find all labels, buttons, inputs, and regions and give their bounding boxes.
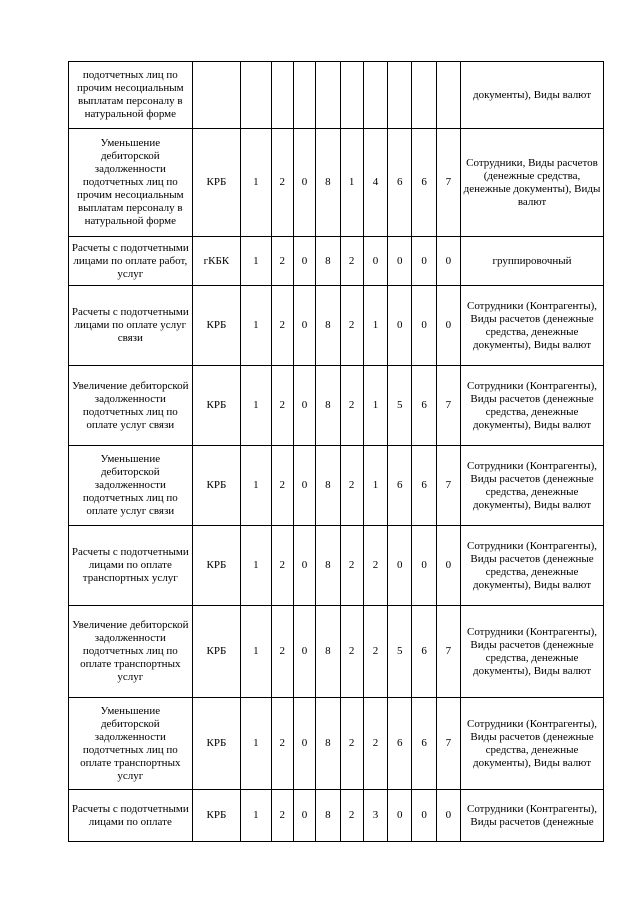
table-row [69, 62, 604, 129]
account-digit-cell: 1 [241, 446, 271, 526]
account-digit-cell: 5 [388, 366, 412, 446]
analytics-cell: Сотрудники (Контрагенты), Виды расчетов (денежные средства, денежные документы), Виды валют [461, 446, 604, 526]
account-digit-cell: 2 [271, 790, 293, 842]
account-digit-cell [436, 62, 460, 129]
account-digit-cell: 8 [316, 606, 340, 698]
account-digit-cell: 6 [412, 698, 436, 790]
account-digit-cell: 8 [316, 526, 340, 606]
account-digit-cell: 2 [340, 526, 363, 606]
account-digit-cell: 1 [241, 129, 271, 237]
account-name-cell: Уменьшение дебиторской задолженности подотчетных лиц по оплате услуг связи [69, 446, 193, 526]
account-digit-cell: 0 [412, 526, 436, 606]
account-digit-cell: 2 [340, 698, 363, 790]
account-name-cell: Расчеты с подотчетными лицами по оплате [69, 790, 193, 842]
table-row [69, 286, 604, 366]
account-digit-cell: 8 [316, 286, 340, 366]
account-digit-cell: 6 [412, 366, 436, 446]
account-digit-cell: 0 [293, 790, 315, 842]
account-digit-cell: 3 [363, 790, 387, 842]
account-digit-cell: 0 [412, 237, 436, 286]
table-row [69, 366, 604, 446]
analytics-cell: группировочный [461, 237, 604, 286]
account-digit-cell: 1 [241, 606, 271, 698]
account-digit-cell: 2 [340, 446, 363, 526]
account-digit-cell: 1 [241, 366, 271, 446]
account-digit-cell: 0 [293, 237, 315, 286]
account-name-cell: подотчетных лиц по прочим несоциальным выплатам персоналу в натуральной форме [69, 62, 193, 129]
account-digit-cell: 6 [412, 606, 436, 698]
table-row [69, 698, 604, 790]
account-digit-cell: 2 [271, 129, 293, 237]
account-digit-cell: 0 [293, 606, 315, 698]
account-digit-cell [271, 62, 293, 129]
account-digit-cell: 5 [388, 606, 412, 698]
account-digit-cell: 7 [436, 606, 460, 698]
analytics-cell: документы), Виды валют [461, 62, 604, 129]
table-row [69, 790, 604, 842]
account-type-cell [192, 62, 241, 129]
account-digit-cell: 6 [412, 129, 436, 237]
account-type-cell: КРБ [192, 286, 241, 366]
account-digit-cell: 8 [316, 129, 340, 237]
account-digit-cell: 2 [340, 286, 363, 366]
account-type-cell: КРБ [192, 606, 241, 698]
account-digit-cell: 0 [293, 526, 315, 606]
account-digit-cell: 2 [363, 606, 387, 698]
table-row [69, 129, 604, 237]
account-digit-cell: 0 [388, 237, 412, 286]
analytics-cell: Сотрудники (Контрагенты), Виды расчетов (денежные средства, денежные документы), Виды валют [461, 526, 604, 606]
account-name-cell: Уменьшение дебиторской задолженности подотчетных лиц по прочим несоциальным выплатам персоналу в натуральной форме [69, 129, 193, 237]
account-type-cell: КРБ [192, 446, 241, 526]
account-digit-cell [412, 62, 436, 129]
account-digit-cell: 0 [388, 790, 412, 842]
account-type-cell: КРБ [192, 790, 241, 842]
account-digit-cell: 0 [388, 286, 412, 366]
account-digit-cell: 1 [340, 129, 363, 237]
account-digit-cell: 2 [363, 526, 387, 606]
account-digit-cell: 0 [388, 526, 412, 606]
table-row [69, 446, 604, 526]
account-digit-cell: 0 [293, 286, 315, 366]
account-digit-cell: 2 [340, 366, 363, 446]
account-digit-cell: 0 [293, 698, 315, 790]
account-digit-cell: 2 [340, 790, 363, 842]
account-digit-cell: 2 [271, 237, 293, 286]
analytics-cell: Сотрудники, Виды расчетов (денежные средства, денежные документы), Виды валют [461, 129, 604, 237]
account-digit-cell: 1 [241, 790, 271, 842]
account-name-cell: Увеличение дебиторской задолженности подотчетных лиц по оплате услуг связи [69, 366, 193, 446]
account-digit-cell: 2 [271, 606, 293, 698]
account-digit-cell: 7 [436, 366, 460, 446]
account-digit-cell: 1 [363, 366, 387, 446]
account-digit-cell: 0 [412, 790, 436, 842]
account-digit-cell: 2 [271, 446, 293, 526]
account-digit-cell: 0 [293, 446, 315, 526]
account-digit-cell: 1 [241, 526, 271, 606]
account-digit-cell: 7 [436, 698, 460, 790]
account-name-cell: Расчеты с подотчетными лицами по оплате услуг связи [69, 286, 193, 366]
account-digit-cell: 7 [436, 129, 460, 237]
account-digit-cell: 8 [316, 366, 340, 446]
account-digit-cell: 8 [316, 446, 340, 526]
analytics-cell: Сотрудники (Контрагенты), Виды расчетов (денежные [461, 790, 604, 842]
analytics-cell: Сотрудники (Контрагенты), Виды расчетов (денежные средства, денежные документы), Виды валют [461, 698, 604, 790]
table-row [69, 606, 604, 698]
account-digit-cell: 0 [436, 237, 460, 286]
account-digit-cell: 4 [363, 129, 387, 237]
table-row [69, 237, 604, 286]
account-digit-cell [316, 62, 340, 129]
account-digit-cell: 0 [436, 286, 460, 366]
analytics-cell: Сотрудники (Контрагенты), Виды расчетов (денежные средства, денежные документы), Виды валют [461, 606, 604, 698]
account-name-cell: Расчеты с подотчетными лицами по оплате транспортных услуг [69, 526, 193, 606]
account-digit-cell: 2 [363, 698, 387, 790]
accounts-table [68, 61, 604, 842]
account-digit-cell [388, 62, 412, 129]
analytics-cell: Сотрудники (Контрагенты), Виды расчетов (денежные средства, денежные документы), Виды валют [461, 286, 604, 366]
account-digit-cell [293, 62, 315, 129]
account-digit-cell [241, 62, 271, 129]
account-digit-cell [363, 62, 387, 129]
account-type-cell: КРБ [192, 698, 241, 790]
account-name-cell: Уменьшение дебиторской задолженности подотчетных лиц по оплате транспортных услуг [69, 698, 193, 790]
account-digit-cell: 0 [293, 129, 315, 237]
account-digit-cell: 1 [241, 237, 271, 286]
account-name-cell: Расчеты с подотчетными лицами по оплате работ, услуг [69, 237, 193, 286]
account-digit-cell: 6 [412, 446, 436, 526]
analytics-cell: Сотрудники (Контрагенты), Виды расчетов (денежные средства, денежные документы), Виды валют [461, 366, 604, 446]
account-digit-cell: 1 [241, 286, 271, 366]
account-digit-cell: 1 [363, 286, 387, 366]
account-digit-cell: 2 [271, 526, 293, 606]
table-row [69, 526, 604, 606]
account-digit-cell: 6 [388, 698, 412, 790]
account-digit-cell: 7 [436, 446, 460, 526]
account-digit-cell: 1 [363, 446, 387, 526]
account-digit-cell: 8 [316, 698, 340, 790]
account-type-cell: гКБК [192, 237, 241, 286]
account-digit-cell [340, 62, 363, 129]
account-digit-cell: 6 [388, 129, 412, 237]
account-digit-cell: 0 [412, 286, 436, 366]
account-digit-cell: 2 [340, 237, 363, 286]
account-digit-cell: 8 [316, 237, 340, 286]
account-digit-cell: 0 [436, 790, 460, 842]
account-digit-cell: 0 [293, 366, 315, 446]
account-digit-cell: 2 [271, 698, 293, 790]
account-digit-cell: 0 [436, 526, 460, 606]
account-digit-cell: 1 [241, 698, 271, 790]
account-name-cell: Увеличение дебиторской задолженности подотчетных лиц по оплате транспортных услуг [69, 606, 193, 698]
account-digit-cell: 0 [363, 237, 387, 286]
account-digit-cell: 2 [271, 286, 293, 366]
account-digit-cell: 2 [271, 366, 293, 446]
account-type-cell: КРБ [192, 366, 241, 446]
account-type-cell: КРБ [192, 526, 241, 606]
account-digit-cell: 2 [340, 606, 363, 698]
account-digit-cell: 8 [316, 790, 340, 842]
account-digit-cell: 6 [388, 446, 412, 526]
account-type-cell: КРБ [192, 129, 241, 237]
